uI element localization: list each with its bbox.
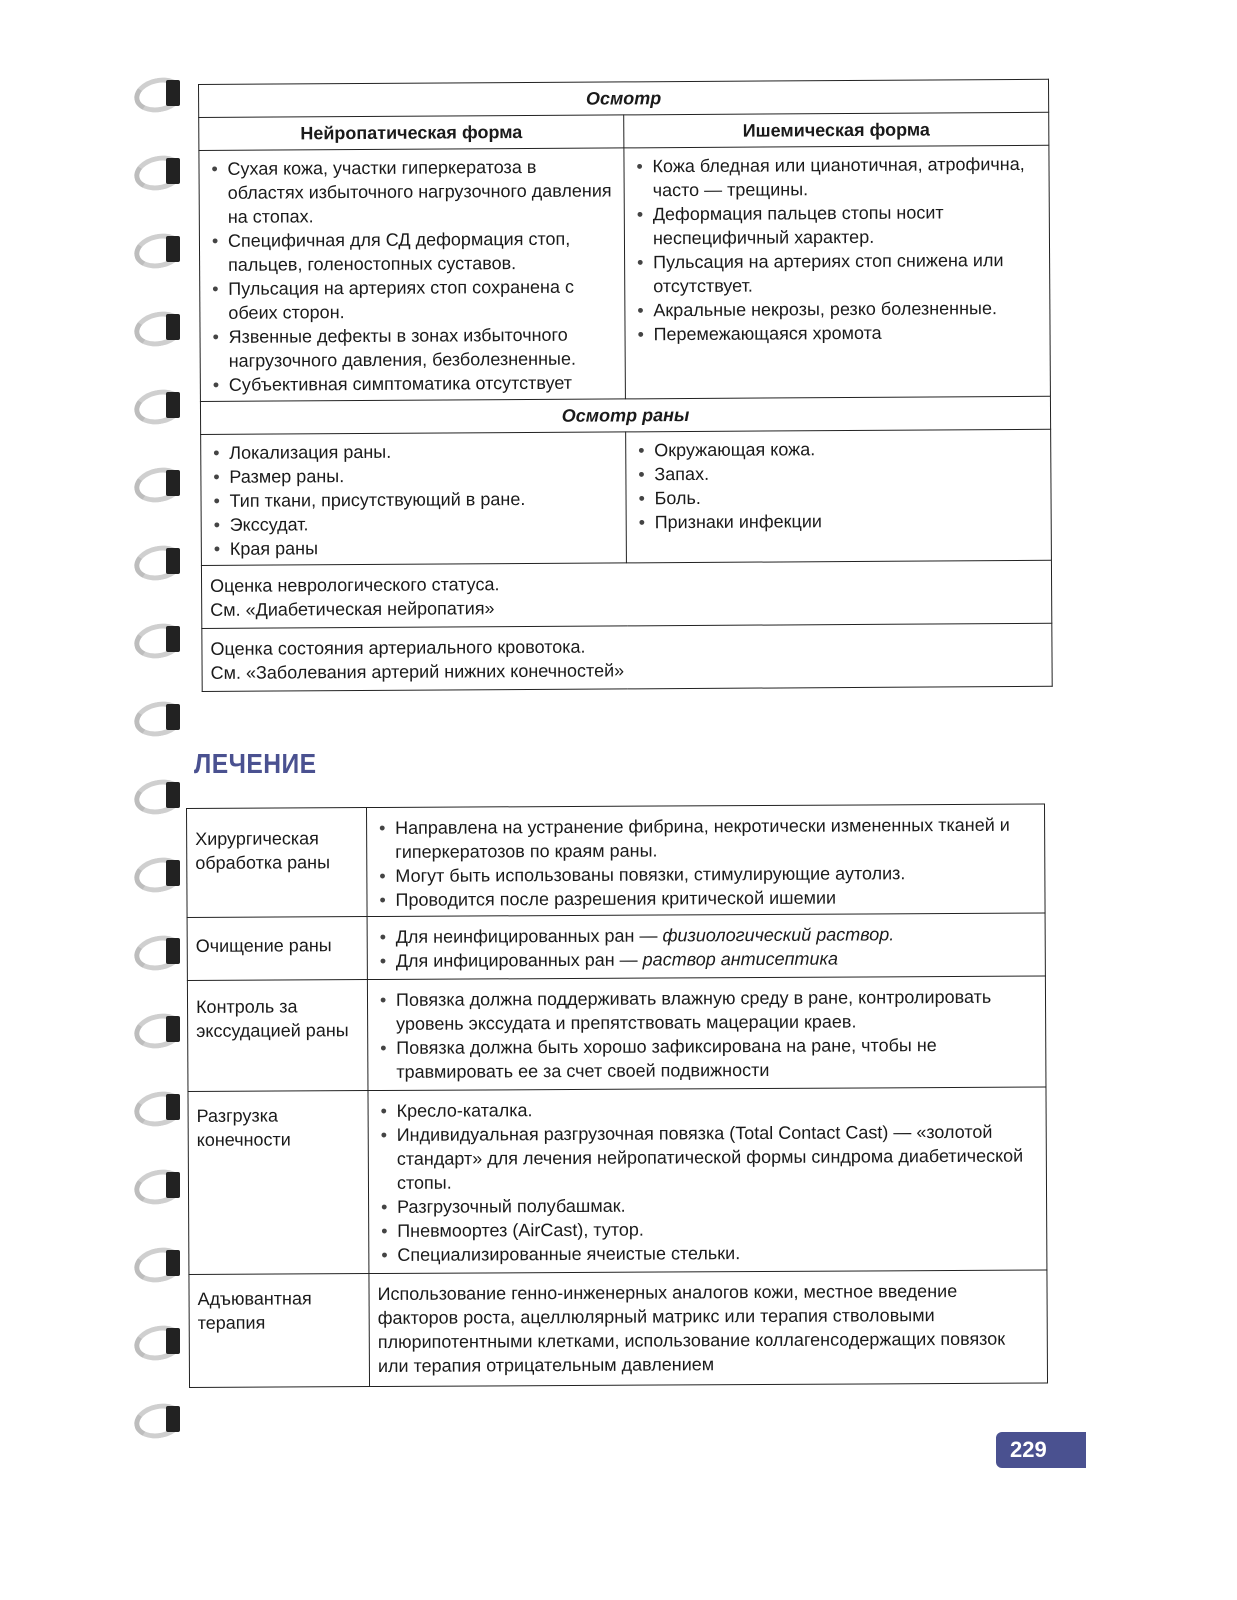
binding-ring: [134, 70, 182, 114]
binding-ring: [134, 1006, 182, 1050]
binding-ring: [134, 148, 182, 192]
binding-ring: [134, 616, 182, 660]
spiral-binding: [128, 60, 186, 1500]
binding-ring: [134, 304, 182, 348]
list-item: • Специфичная для СД деформация стоп, пальцев, голеностопных суставов.: [208, 226, 616, 276]
list-item: • Проводится после разрешения критической ишемии: [375, 885, 1036, 912]
binding-ring: [134, 1084, 182, 1128]
section-title: ЛЕЧЕНИЕ: [194, 748, 317, 779]
list-item: • Размер раны.: [209, 462, 617, 488]
list-item: • Индивидуальная разгрузочная повязка (Total Contact Cast) — «золотой стандарт» для лечения нейропатической формы синдрома диабетической стопы.: [377, 1120, 1038, 1195]
binding-ring: [134, 1162, 182, 1206]
item-emphasis: физиологический раствор.: [662, 924, 895, 946]
binding-ring: [134, 460, 182, 504]
binding-ring: [134, 1240, 182, 1284]
list-item: • Тип ткани, присутствующий в ране.: [209, 486, 617, 512]
list-item: • Экссудат.: [210, 510, 618, 536]
binding-ring: [134, 226, 182, 270]
list-item: • Деформация пальцев стопы носит неспецифичный характер.: [633, 200, 1041, 250]
exam-table: [198, 79, 1053, 692]
item-text: Для инфицированных ран —: [395, 949, 643, 971]
ischemic-form-header: Ишемическая форма: [624, 112, 1049, 148]
row-label: Очищение раны: [187, 917, 367, 981]
binding-ring: [134, 928, 182, 972]
binding-ring: [134, 694, 182, 738]
list-item: • Пульсация на артериях стоп снижена или отсутствует.: [633, 248, 1041, 298]
arterial-status-reference: См. «Заболевания артерий нижних конечностей»: [210, 660, 625, 683]
neuropathic-form-header: Нейропатическая форма: [199, 115, 624, 151]
row-content: [367, 804, 1046, 917]
binding-ring: [134, 1318, 182, 1362]
list-item: • Признаки инфекции: [635, 508, 1043, 534]
neuro-status-reference: См. «Диабетическая нейропатия»: [210, 598, 495, 620]
list-item: • Пульсация на артериях стоп сохранена с обеих сторон.: [208, 274, 616, 324]
neuro-status-line: Оценка неврологического статуса.: [210, 574, 500, 596]
list-item: [376, 922, 1037, 949]
row-content: [367, 913, 1045, 980]
binding-ring: [134, 1396, 182, 1440]
binding-ring: [134, 538, 182, 582]
list-item: • Окружающая кожа.: [634, 436, 1042, 462]
item-emphasis: раствор антисептика: [642, 948, 839, 970]
list-item: • Повязка должна быть хорошо зафиксирована на ране, чтобы не травмировать ее за счет своей подвижности: [376, 1033, 1037, 1084]
exam-header: Осмотр: [199, 79, 1049, 117]
list-item: • Субъективная симптоматика отсутствует: [209, 370, 617, 396]
row-label: Хирургическая обработка раны: [187, 808, 368, 918]
list-item: • Запах.: [634, 460, 1042, 486]
row-label: Контроль за экссудацией раны: [187, 980, 368, 1092]
item-text: Для неинфицированных ран —: [395, 925, 663, 947]
arterial-status-cell: [202, 623, 1052, 691]
list-item: • Могут быть использованы повязки, стимулирующие аутолиз.: [375, 861, 1036, 888]
list-item: • Направлена на устранение фибрина, некротически измененных тканей и гиперкератозов по краям раны.: [375, 813, 1036, 864]
row-label: Адъювантная терапия: [189, 1274, 370, 1388]
row-content: [368, 1087, 1047, 1274]
list-item: • Специализированные ячеистые стельки.: [377, 1240, 1038, 1267]
list-item: • Перемежающаяся хромота: [633, 320, 1041, 346]
ischemic-signs-cell: [624, 145, 1051, 399]
list-item: • Боль.: [634, 484, 1042, 510]
list-item: [376, 946, 1037, 973]
list-item: • Акральные некрозы, резко болезненные.: [633, 296, 1041, 322]
binding-ring: [134, 382, 182, 426]
page-number: 229: [996, 1432, 1086, 1468]
row-content: Использование генно-инженерных аналогов кожи, местное введение факторов роста, ацеллюлярный матрикс или терапия стволовыми плюрипотентными клетками, использование коллагенсодержащих повязок или терапия отрицательным давлением: [369, 1270, 1048, 1387]
list-item: • Края раны: [210, 534, 618, 560]
list-item: • Разгрузочный полубашмак.: [377, 1192, 1038, 1219]
row-label: Разгрузка конечности: [188, 1091, 369, 1275]
list-item: • Повязка должна поддерживать влажную среду в ране, контролировать уровень экссудата и препятствовать мацерации краев.: [376, 985, 1037, 1036]
list-item: • Язвенные дефекты в зонах избыточного нагрузочного давления, безболезненные.: [208, 322, 616, 372]
row-content: [367, 976, 1046, 1091]
list-item: • Кожа бледная или цианотичная, атрофична, часто — трещины.: [632, 152, 1040, 202]
list-item: • Сухая кожа, участки гиперкератоза в областях избыточного нагрузочного давления на стопах.: [207, 154, 615, 228]
binding-ring: [134, 772, 182, 816]
neuro-status-cell: [201, 560, 1051, 628]
arterial-status-line: Оценка состояния артериального кровотока.: [210, 636, 586, 659]
neuropathic-signs-cell: [199, 148, 626, 402]
list-item: • Локализация раны.: [209, 438, 617, 464]
wound-exam-header: Осмотр раны: [200, 396, 1050, 434]
wound-right-cell: [626, 429, 1052, 563]
binding-ring: [134, 850, 182, 894]
list-item: • Кресло-каталка.: [377, 1096, 1038, 1123]
list-item: • Пневмоортез (AirCast), тутор.: [377, 1216, 1038, 1243]
treatment-table: [186, 804, 1048, 1388]
wound-left-cell: [201, 432, 627, 566]
